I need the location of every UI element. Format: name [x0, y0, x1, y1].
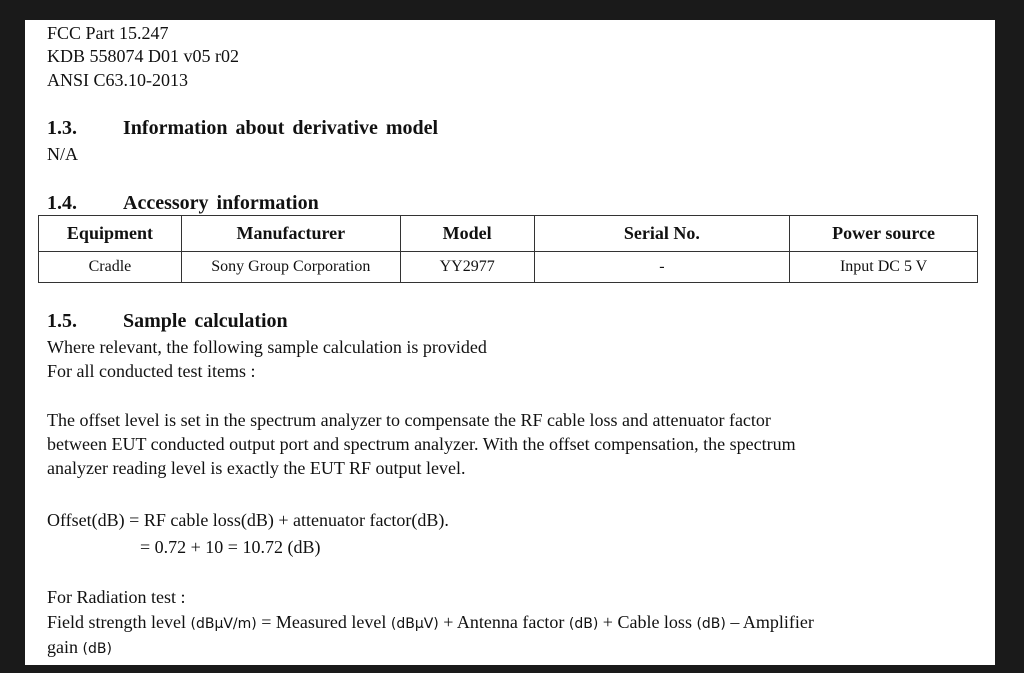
intro-line-1: Where relevant, the following sample calculation is provided	[47, 337, 487, 357]
formula-unit: (dB)	[696, 616, 726, 632]
formula-text: + attenuator factor	[273, 510, 412, 530]
radiation-formula-line-1	[47, 611, 814, 635]
standard-line-3: ANSI C63.10-2013	[47, 70, 189, 90]
formula-text: Offset	[47, 510, 92, 530]
formula-unit: (dB)	[82, 641, 112, 657]
section-1-5-title: Sample calculation	[123, 310, 288, 332]
column-header: Model	[400, 216, 534, 252]
formula-unit: (dB)	[411, 510, 445, 530]
formula-unit: (dB)	[91, 510, 125, 530]
column-header: Manufacturer	[181, 216, 400, 252]
paragraph-line-2: between EUT conducted output port and spectrum analyzer. With the offset compensation, the spectrum	[47, 434, 796, 454]
formula-text: + Antenna factor	[438, 612, 569, 632]
table-cell: Sony Group Corporation	[181, 252, 400, 283]
table-cell: Input DC 5 V	[790, 252, 978, 283]
section-1-3-number: 1.3.	[47, 117, 77, 139]
section-1-3-body: N/A	[47, 144, 78, 164]
radiation-formula-line-2	[47, 636, 112, 660]
standard-line-2: KDB 558074 D01 v05 r02	[47, 46, 239, 66]
formula-text: = 0.72 + 10 = 10.72	[140, 537, 288, 557]
formula-unit: (dBµV/m)	[190, 616, 257, 632]
radiation-title: For Radiation test :	[47, 587, 186, 607]
standard-line-1: FCC Part 15.247	[47, 23, 169, 43]
formula-text: .	[444, 510, 449, 530]
formula-text: = RF cable loss	[124, 510, 241, 530]
formula-unit: (dB)	[568, 616, 599, 632]
offset-result	[140, 536, 320, 558]
formula-text: = Measured level	[256, 612, 391, 632]
paragraph-line-3: analyzer reading level is exactly the EUT RF output level.	[47, 458, 466, 478]
table-cell: YY2977	[400, 252, 534, 283]
formula-unit: (dBµV)	[390, 616, 439, 632]
formula-text: – Amplifier	[725, 612, 814, 632]
column-header: Serial No.	[534, 216, 790, 252]
column-header: Power source	[790, 216, 978, 252]
formula-text: gain	[47, 637, 83, 657]
formula-unit: (dB)	[240, 510, 274, 530]
section-1-5-number: 1.5.	[47, 310, 77, 332]
table-cell: -	[534, 252, 790, 283]
section-1-3-title: Information about derivative model	[123, 117, 439, 139]
formula-unit: (dB)	[287, 537, 321, 557]
formula-text: + Cable loss	[598, 612, 697, 632]
table-row	[39, 252, 978, 283]
section-1-4-number: 1.4.	[47, 192, 77, 214]
section-1-4-title: Accessory information	[123, 192, 319, 214]
table-cell: Cradle	[39, 252, 182, 283]
paragraph-line-1: The offset level is set in the spectrum analyzer to compensate the RF cable loss and attenuator factor	[47, 410, 771, 430]
document-page	[25, 20, 995, 665]
column-header: Equipment	[39, 216, 182, 252]
accessory-table	[38, 215, 978, 283]
table-header-row	[39, 216, 978, 252]
formula-text: Field strength level	[47, 612, 191, 632]
offset-formula	[47, 509, 449, 531]
intro-line-2: For all conducted test items :	[47, 361, 256, 381]
